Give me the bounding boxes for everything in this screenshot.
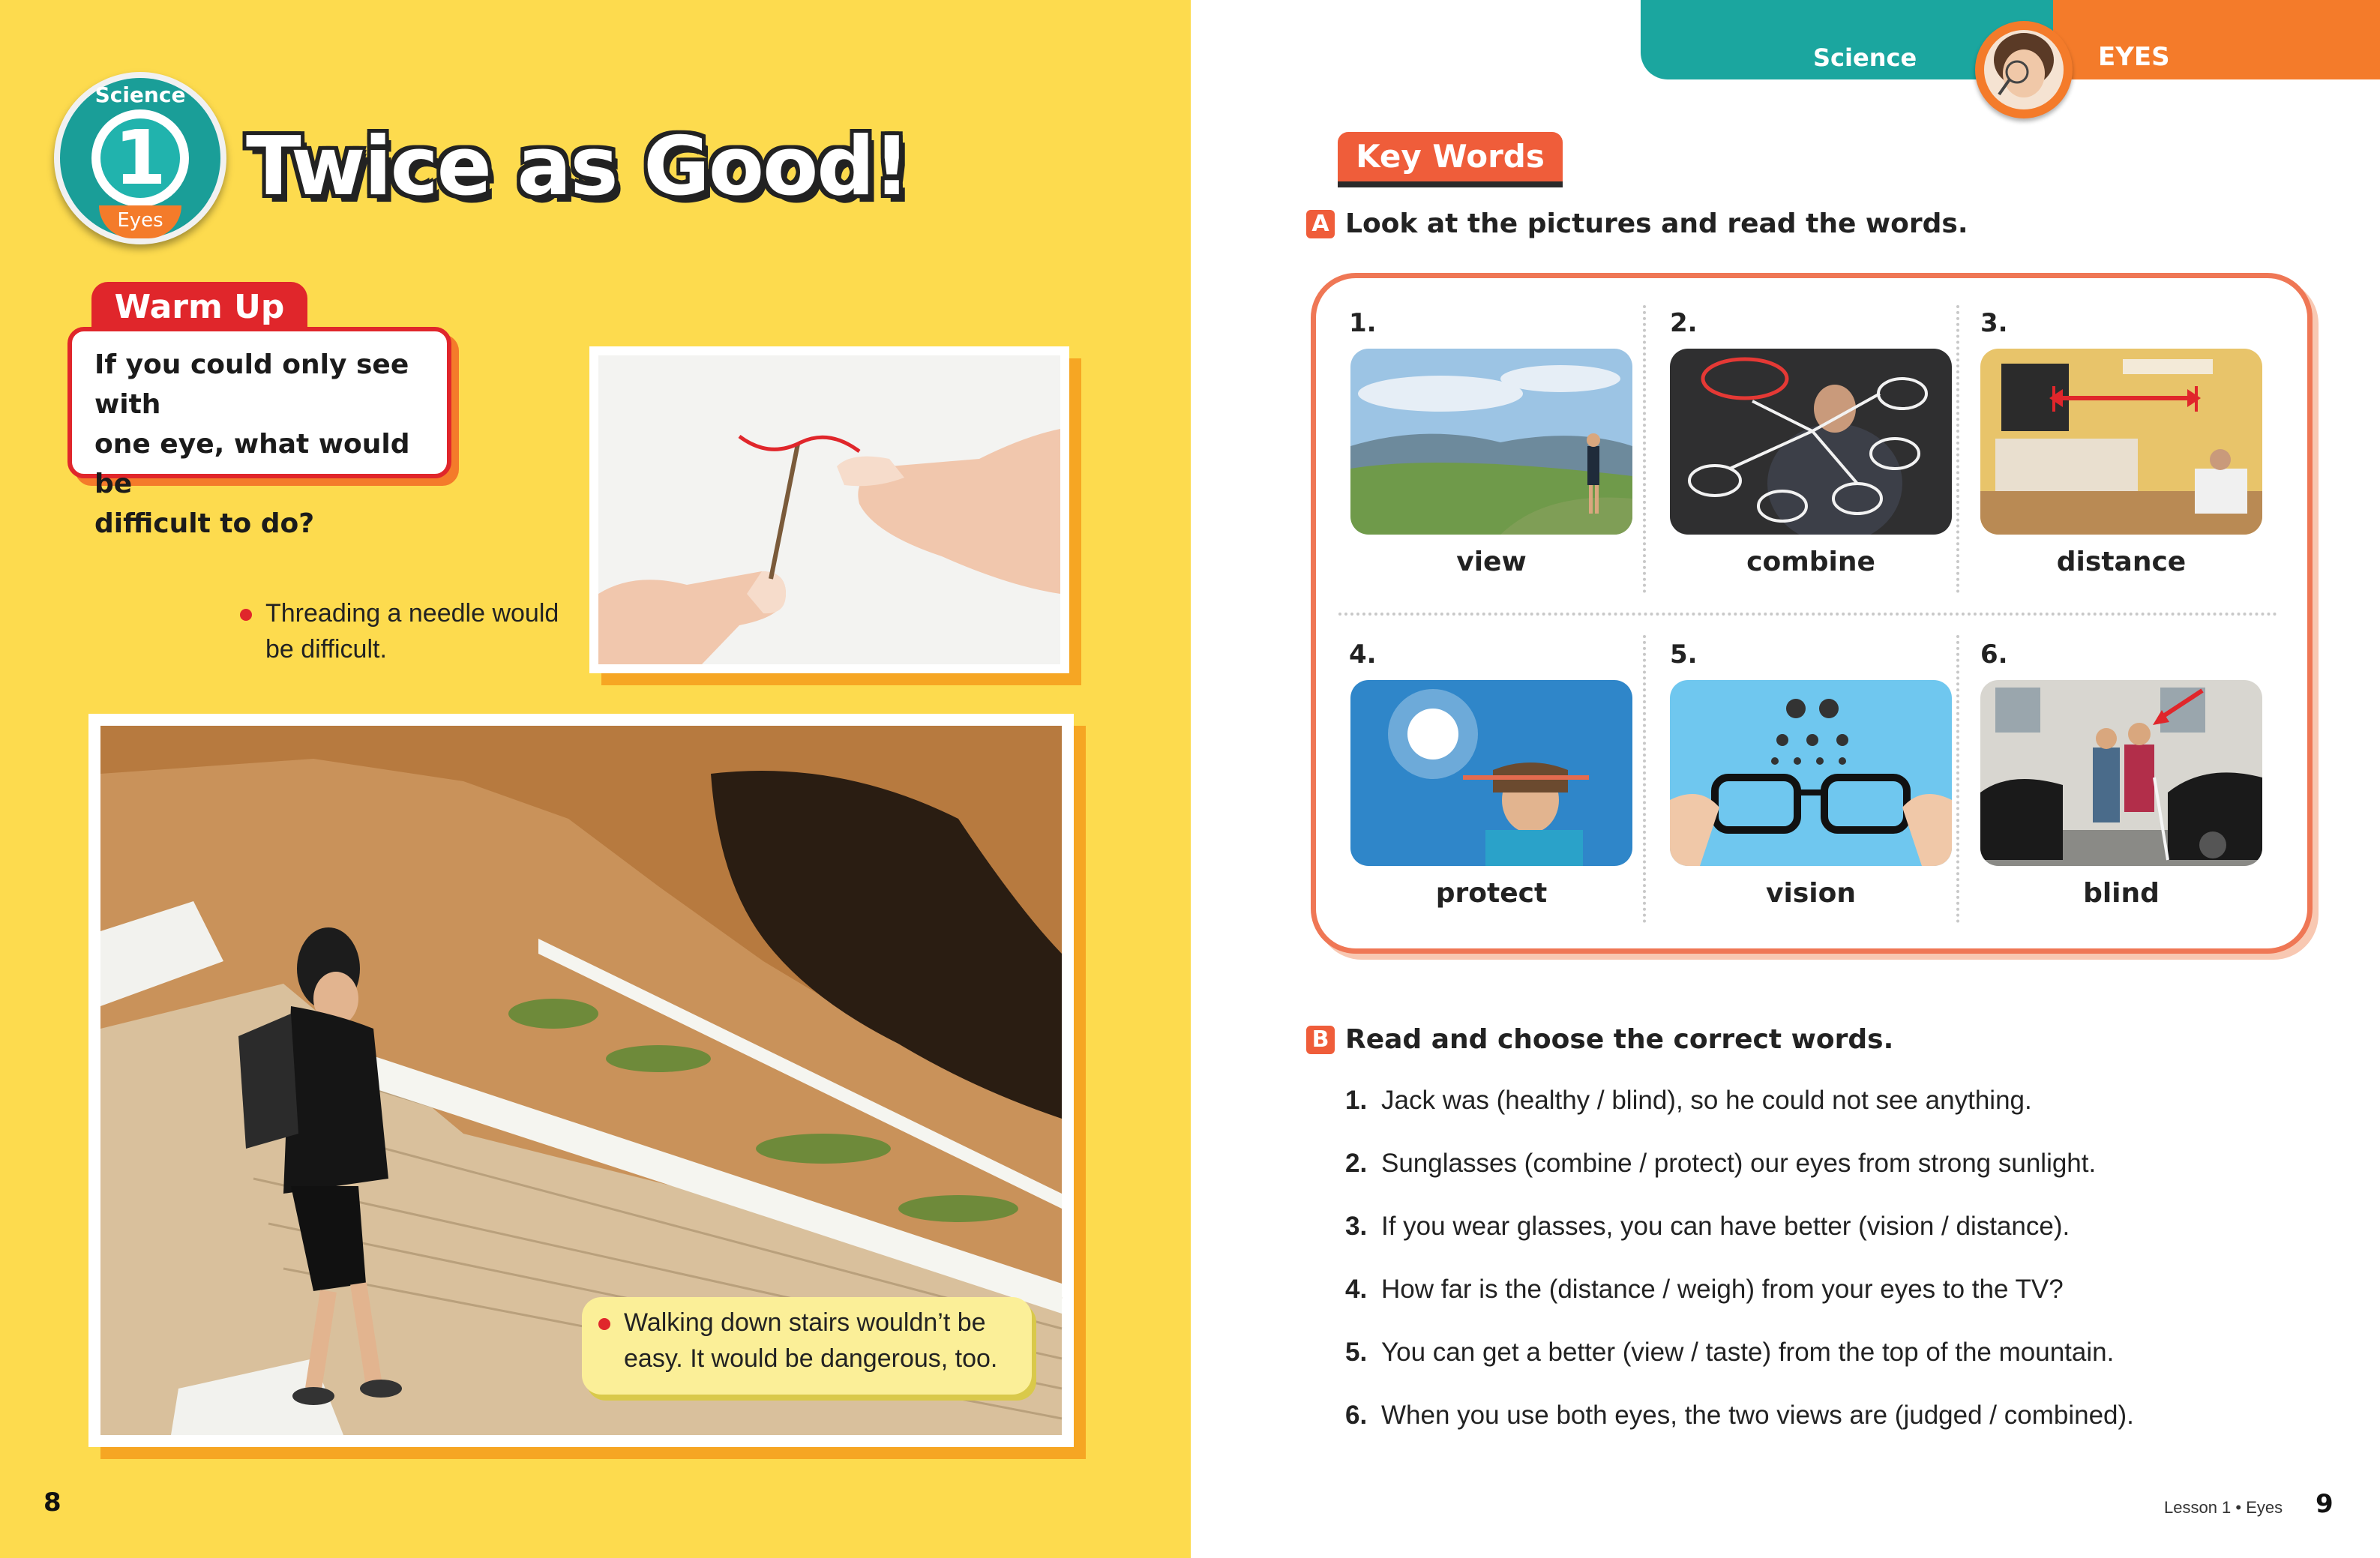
- question-text: You can get a better (view / taste) from the top of the mountain.: [1381, 1338, 2115, 1367]
- needle-caption: [240, 595, 570, 667]
- key-word: view: [1456, 547, 1527, 577]
- page-number-right: 9: [2316, 1489, 2334, 1519]
- key-word-number: 2.: [1670, 308, 1698, 338]
- avatar-photo: [1984, 30, 2064, 109]
- divider: [1956, 305, 1959, 593]
- question-number: 5.: [1345, 1338, 1368, 1367]
- warm-up-line: one eye, what would be: [94, 429, 410, 499]
- magnifier-girl-icon: [1984, 30, 2064, 109]
- divider: [1643, 635, 1646, 923]
- needle-caption-text-2: be difficult.: [265, 635, 387, 664]
- question-item: [1345, 1401, 2335, 1431]
- badge-subject: Science: [94, 82, 186, 107]
- needle-photo: [589, 346, 1069, 673]
- key-word-number: 1.: [1349, 308, 1377, 338]
- warm-up-label: Warm Up: [91, 282, 307, 333]
- question-item: [1345, 1149, 2335, 1179]
- key-word: protect: [1435, 878, 1548, 909]
- header-topic: EYES: [2098, 42, 2170, 72]
- section-b-heading: [1306, 1024, 1893, 1055]
- question-text: If you wear glasses, you can have better (vision / distance).: [1381, 1212, 2070, 1241]
- question-number: 2.: [1345, 1149, 1368, 1178]
- right-page: [1191, 0, 2380, 1558]
- key-word-image-distance: [1980, 349, 2262, 535]
- key-word: combine: [1746, 547, 1875, 577]
- question-item: [1345, 1338, 2335, 1368]
- section-a-heading: [1306, 208, 1968, 239]
- key-word: vision: [1766, 878, 1856, 909]
- section-a-letter: A: [1306, 210, 1335, 238]
- key-word-number: 3.: [1980, 308, 2008, 338]
- bullet-dot: [240, 609, 252, 621]
- needle-caption-line: [240, 595, 570, 631]
- key-word-image-vision: [1670, 680, 1952, 866]
- key-word-image-blind: [1980, 680, 2262, 866]
- key-word-image-view: [1350, 349, 1632, 535]
- needle-illustration: [589, 346, 1069, 673]
- bullet-dot: [598, 1318, 610, 1330]
- section-b-instruction: Read and choose the correct words.: [1345, 1024, 1894, 1055]
- key-word-number: 6.: [1980, 640, 2008, 670]
- key-word-image-protect: [1350, 680, 1632, 866]
- badge-topic: Eyes: [99, 205, 181, 238]
- section-b-letter: B: [1306, 1026, 1335, 1054]
- key-word-number: 5.: [1670, 640, 1698, 670]
- divider: [1956, 635, 1959, 923]
- page-number-left: 8: [43, 1488, 61, 1518]
- question-text: Jack was (healthy / blind), so he could not see anything.: [1381, 1086, 2032, 1115]
- key-words-box: [1311, 273, 2313, 954]
- divider: [1643, 305, 1646, 593]
- key-word: blind: [2083, 878, 2160, 909]
- divider: [1338, 613, 2277, 616]
- question-text: How far is the (distance / weigh) from your eyes to the TV?: [1381, 1275, 2064, 1304]
- lesson-badge: [54, 72, 226, 244]
- question-number: 3.: [1345, 1212, 1368, 1241]
- question-item: [1345, 1086, 2335, 1116]
- warm-up-box: [67, 327, 451, 539]
- stairs-caption-text-2: easy. It would be dangerous, too.: [624, 1344, 998, 1373]
- header-subject: Science: [1813, 43, 1917, 72]
- header-avatar: [1975, 21, 2073, 118]
- lesson-number: 1: [100, 118, 180, 198]
- stairs-caption-line: [598, 1305, 1017, 1341]
- question-number: 1.: [1345, 1086, 1368, 1115]
- question-number: 4.: [1345, 1275, 1368, 1304]
- key-word: distance: [2056, 547, 2187, 577]
- page-title: Twice as Good!: [246, 120, 909, 214]
- question-text: Sunglasses (combine / protect) our eyes from strong sunlight.: [1381, 1149, 2097, 1178]
- warm-up-question: [94, 345, 439, 544]
- warm-up-line: If you could only see with: [94, 349, 409, 420]
- section-a-instruction: Look at the pictures and read the words.: [1345, 208, 1968, 239]
- question-item: [1345, 1275, 2335, 1305]
- warm-up-line: difficult to do?: [94, 508, 315, 539]
- key-words-label: Key Words: [1338, 132, 1563, 181]
- question-number: 6.: [1345, 1401, 1368, 1430]
- question-item: [1345, 1212, 2335, 1242]
- question-text: When you use both eyes, the two views are (judged / combined).: [1381, 1401, 2134, 1430]
- needle-caption-text-1: Threading a needle would: [265, 599, 559, 628]
- footer-lesson: Lesson 1 • Eyes: [2164, 1498, 2283, 1517]
- stairs-caption: [582, 1297, 1032, 1395]
- stairs-caption-text-1: Walking down stairs wouldn’t be: [624, 1308, 986, 1337]
- key-word-image-combine: [1670, 349, 1952, 535]
- key-word-number: 4.: [1349, 640, 1377, 670]
